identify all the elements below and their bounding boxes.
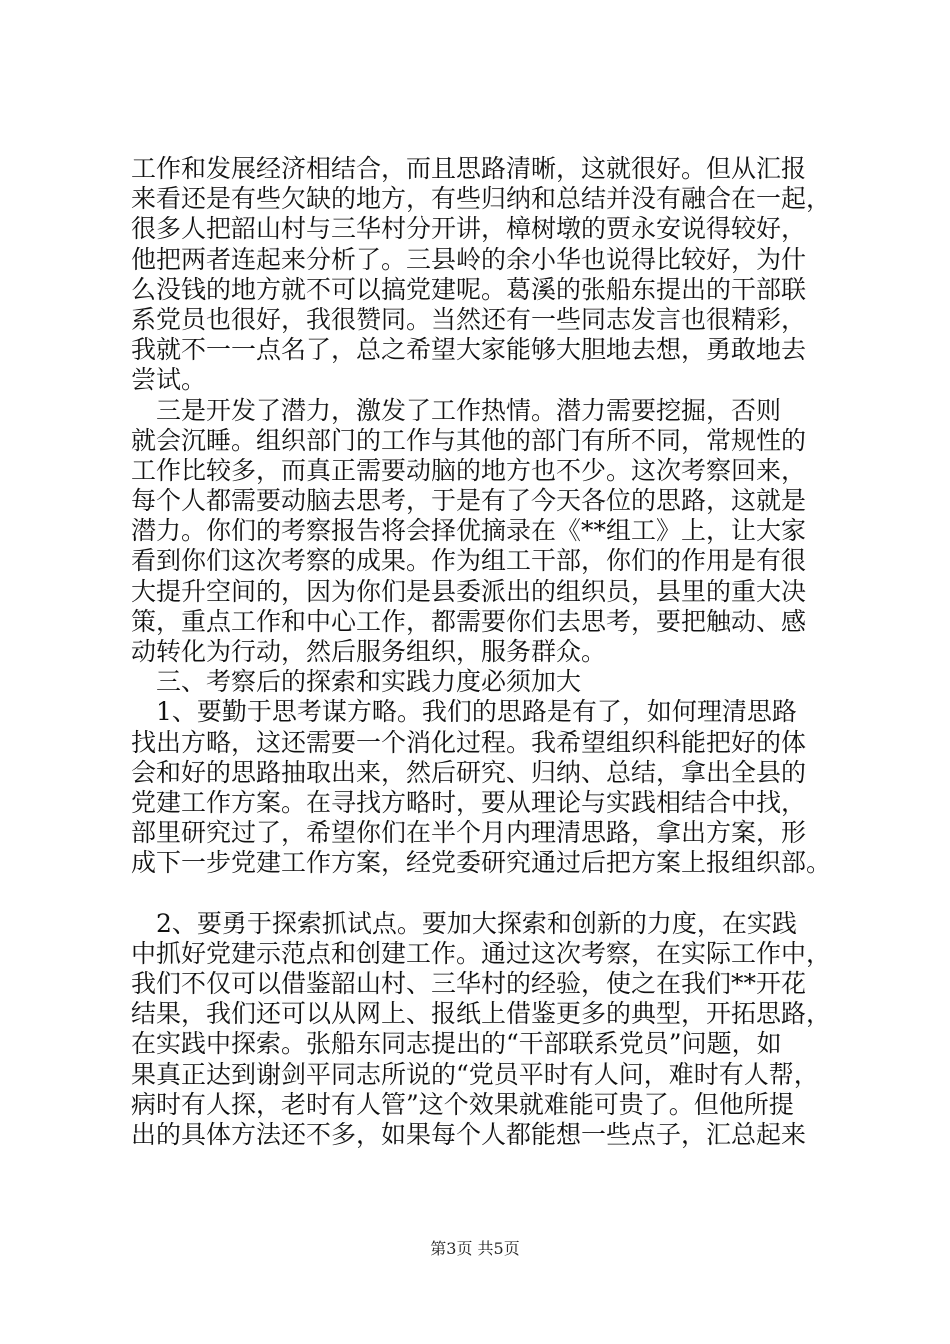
text-line: 么没钱的地方就不可以搞党建呢。葛溪的张船东提出的干部联	[131, 274, 807, 304]
section-heading: 三、考察后的探索和实践力度必须加大	[131, 667, 582, 697]
text-line: 他把两者连起来分析了。三县岭的余小华也说得比较好，为什	[131, 244, 807, 274]
text-line: 会和好的思路抽取出来，然后研究、归纳、总结，拿出全县的	[131, 757, 807, 787]
text-line: 工作和发展经济相结合，而且思路清晰，这就很好。但从汇报	[131, 154, 807, 183]
paragraph-start-line: 1、要勤于思考谋方略。我们的思路是有了，如何理清思路	[131, 697, 797, 727]
text-line: 大提升空间的，因为你们是县委派出的组织员，县里的重大决	[131, 576, 807, 606]
text-line: 结果，我们还可以从网上、报纸上借鉴更多的典型，开拓思路，	[131, 999, 832, 1029]
page-number-footer: 第3页 共5页	[430, 1239, 520, 1258]
text-line: 工作比较多，而真正需要动脑的地方也不少。这次考察回来，	[131, 455, 807, 485]
text-line: 策，重点工作和中心工作，都需要你们去思考，要把触动、感	[131, 606, 807, 636]
text-line: 党建工作方案。在寻找方略时，要从理论与实践相结合中找，	[131, 787, 807, 817]
text-line: 动转化为行动，然后服务组织，服务群众。	[131, 637, 607, 666]
text-line: 果真正达到谢剑平同志所说的“党员平时有人问，难时有人帮，	[131, 1059, 819, 1089]
paragraph-gap	[131, 879, 831, 909]
text-line: 尝试。	[131, 365, 207, 395]
text-line: 系党员也很好，我很赞同。当然还有一些同志发言也很精彩，	[131, 304, 807, 334]
text-line: 部里研究过了，希望你们在半个月内理清思路，拿出方案，形	[131, 818, 807, 848]
text-line: 看到你们这次考察的成果。作为组工干部，你们的作用是有很	[131, 546, 807, 576]
text-line: 我就不一一点名了，总之希望大家能够大胆地去想，勇敢地去	[131, 335, 807, 365]
text-line: 找出方略，这还需要一个消化过程。我希望组织科能把好的体	[131, 727, 807, 757]
text-line: 中抓好党建示范点和创建工作。通过这次考察，在实际工作中，	[131, 938, 832, 968]
document-body	[131, 154, 831, 1150]
text-line: 每个人都需要动脑去思考，于是有了今天各位的思路，这就是	[131, 486, 807, 516]
paragraph-start-line: 三是开发了潜力，激发了工作热情。潜力需要挖掘，否则	[131, 395, 782, 425]
text-line: 我们不仅可以借鉴韶山村、三华村的经验，使之在我们**开花	[131, 969, 807, 999]
text-line: 就会沉睡。组织部门的工作与其他的部门有所不同，常规性的	[131, 425, 807, 455]
text-line: 来看还是有些欠缺的地方，有些归纳和总结并没有融合在一起，	[131, 184, 832, 214]
text-line: 成下一步党建工作方案，经党委研究通过后把方案上报组织部。	[131, 848, 832, 878]
text-line: 很多人把韶山村与三华村分开讲，樟树墩的贾永安说得较好，	[131, 214, 807, 244]
text-line: 病时有人探，老时有人管”这个效果就难能可贵了。但他所提	[131, 1089, 794, 1119]
paragraph-start-line: 2、要勇于探索抓试点。要加大探索和创新的力度，在实践	[131, 908, 797, 938]
text-line: 在实践中探索。张船东同志提出的“干部联系党员”问题，如	[131, 1029, 782, 1059]
text-line: 潜力。你们的考察报告将会择优摘录在《**组工》上，让大家	[131, 516, 807, 546]
text-line: 出的具体方法还不多，如果每个人都能想一些点子，汇总起来	[131, 1120, 807, 1149]
